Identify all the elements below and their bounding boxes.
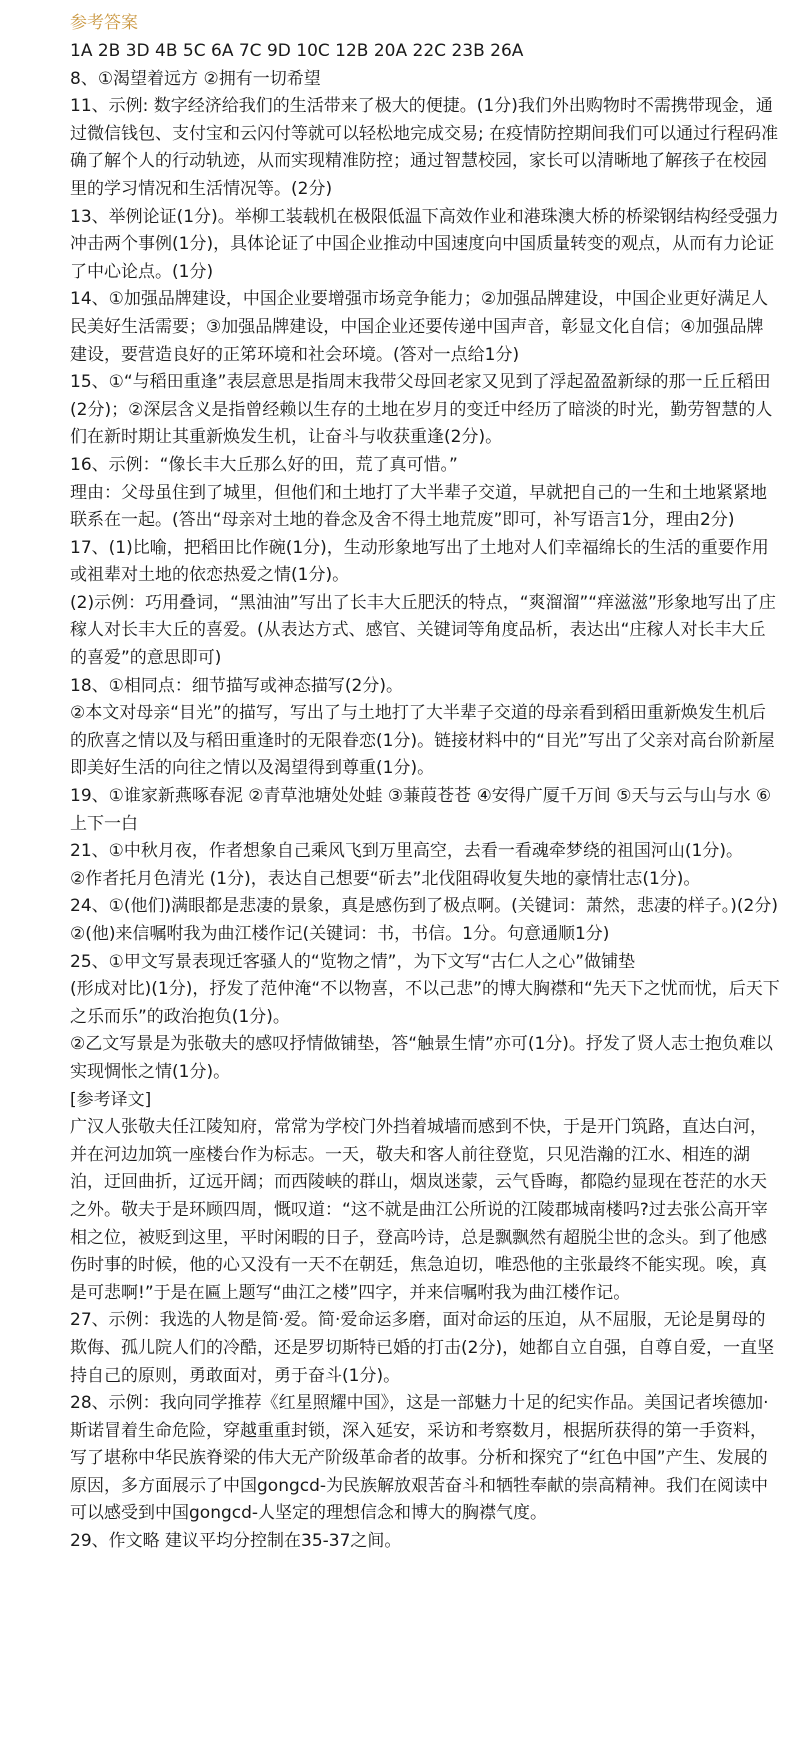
answer-line-q27: 27、示例：我选的人物是简·爱。简·爱命运多磨，面对命运的压迫，从不屈服，无论是舅母的欺侮、孤儿院人们的冷酷，还是罗切斯特已婚的打击(2分)，她都自立自强，自尊自爱，一直坚持自己的原则，勇敢面对，勇于奋斗(1分)。 bbox=[70, 1310, 775, 1386]
answer-line-q16-reason: 理由：父母虽住到了城里，但他们和土地打了大半辈子交道，早就把自己的一生和土地紧紧地联系在一起。(答出“母亲对土地的眷念及舍不得土地荒废”即可，补写语言1分，理由2分) bbox=[70, 482, 767, 531]
translation-heading: [参考译文] bbox=[70, 1089, 152, 1110]
answer-line-q13: 13、举例论证(1分)。举柳工装载机在极限低温下高效作业和港珠澳大桥的桥梁钢结构经受强力冲击两个事例(1分)，具体论证了中国企业推动中国速度向中国质量转变的观点，从而有力论证了中心论点。(1分) bbox=[70, 206, 779, 282]
answer-line-q14: 14、①加强品牌建设，中国企业要增强市场竞争能力；②加强品牌建设，中国企业更好满足人民美好生活需要；③加强品牌建设，中国企业还要传递中国声音，彰显文化自信；④加强品牌建设，要营造良好的正笫环境和社会环境。(答对一点给1分) bbox=[70, 289, 769, 365]
answer-line-q17-2: (2)示例：巧用叠词，“黑油油”写出了长丰大丘肥沃的特点，“爽溜溜”“痒滋滋”形象地写出了庄稼人对长丰大丘的喜爱。(从表达方式、感官、关键词等角度品析，表达出“庄稼人对长丰大丘的喜爱”的意思即可) bbox=[70, 592, 776, 669]
answer-line-q16: 16、示例：“像长丰大丘那么好的田，荒了真可惜。” bbox=[70, 454, 458, 475]
answer-line-q25-1-cont: (形成对比)(1分)，抒发了范仲淹“不以物喜，不以己悲”的博大胸襟和“先天下之忧而忧，后天下之乐而乐”的政治抱负(1分)。 bbox=[70, 979, 780, 1027]
answer-line-q11: 11、示例: 数字经济给我们的生活带来了极大的便捷。(1分)我们外出购物时不需携带现金，通过微信钱包、支付宝和云闪付等就可以轻松地完成交易; 在疫情防控期间我们可以通过行程码准确了解个人的行动轨迹，从而实现精准防控；通过智慧校园，家长可以清晰地了解孩子在校园里的学习情况和生活情况等。(2分) bbox=[70, 96, 779, 199]
answer-line-choice: 1A 2B 3D 4B 5C 6A 7C 9D 10C 12B 20A 22C 23B 26A bbox=[70, 41, 524, 61]
answer-line-q18-1: 18、①相同点：细节描写或神态描写(2分)。 bbox=[70, 675, 403, 696]
answer-line-q24-1: 24、①(他们)满眼都是悲凄的景象，真是感伤到了极点啊。(关键词：萧然，悲凄的样子。)(2分) bbox=[70, 896, 778, 917]
answer-line-q25-1: 25、①甲文写景表现迁客骚人的“览物之情”，为下文写“古仁人之心”做铺垫 bbox=[70, 951, 636, 972]
answer-line-q18-2: ②本文对母亲“目光”的描写，写出了与土地打了大半辈子交道的母亲看到稻田重新焕发生机后的欣喜之情以及与稻田重逢时的无限眷恋(1分)。链接材料中的“目光”写出了父亲对高台阶新屋即美好生活的向往之情以及渴望得到尊重(1分)。 bbox=[70, 703, 775, 779]
answer-line-q29: 29、作文略 建议平均分控制在35-37之间。 bbox=[70, 1531, 402, 1552]
answer-line-q21-1: 21、①中秋月夜，作者想象自己乘风飞到万里高空，去看一看魂牵梦绕的祖国河山(1分)。 bbox=[70, 841, 743, 862]
answer-key-heading: 参考答案 bbox=[70, 13, 138, 33]
answer-line-q17-1: 17、(1)比喻，把稻田比作碗(1分)，生动形象地写出了土地对人们幸福绵长的生活的重要作用或祖辈对土地的依恋热爱之情(1分)。 bbox=[70, 537, 769, 586]
answer-line-q24-2: ②(他)来信嘱咐我为曲江楼作记(关键词：书，书信。1分。句意通顺1分) bbox=[70, 924, 610, 944]
answer-line-q8: 8、①渴望着远方 ②拥有一切希望 bbox=[70, 68, 321, 89]
answer-line-q15: 15、①“与稻田重逢”表层意思是指周末我带父母回老家又见到了浮起盈盈新绿的那一丘丘稻田(2分)；②深层含义是指曾经赖以生存的土地在岁月的变迁中经历了暗淡的时光，勤劳智慧的人们在新时期让其重新焕发生机，让奋斗与收获重逢(2分)。 bbox=[70, 372, 773, 448]
answer-line-q25-2: ②乙文写景是为张敬夫的感叹抒情做铺垫，答“触景生情”亦可(1分)。抒发了贤人志士抱负难以实现惆怅之情(1分)。 bbox=[70, 1034, 773, 1082]
answer-key-body bbox=[70, 38, 780, 1556]
answer-line-q28: 28、示例：我向同学推荐《红星照耀中国》，这是一部魅力十足的纪实作品。美国记者埃德加·斯诺冒着生命危险，穿越重重封锁，深入延安，采访和考察数月，根据所获得的第一手资料，写了堪称中华民族脊梁的伟大无产阶级革命者的故事。分析和探究了“红色中国”产生、发展的原因，多方面展示了中国gongcd-为民族解放艰苦奋斗和牺牲奉献的崇高精神。我们在阅读中可以感受到中国gongcd-人坚定的理想信念和博大的胸襟气度。 bbox=[70, 1393, 769, 1524]
translation-text: 广汉人张敬夫任江陵知府，常常为学校门外挡着城墙而感到不快，于是开门筑路，直达白河，并在河边加筑一座楼台作为标志。一天，敬夫和客人前往登览，只见浩瀚的江水、相连的湖泊，迂回曲折，辽远开阔；而西陵峡的群山，烟岚迷蒙，云气昏晦，都隐约显现在苍茫的水天之外。敬夫于是环顾四周，慨叹道：“这不就是曲江公所说的江陵郡城南楼吗?过去张公高开宰相之位，被贬到这里，平时闲暇的日子，登高吟诗，总是飘飘然有超脱尘世的念头。到了他感伤时事的时候，他的心又没有一天不在朝廷，焦急迫切，唯恐他的主张最终不能实现。唉，真是可悲啊!”于是在匾上题写“曲江之楼”四字，并来信嘱咐我为曲江楼作记。 bbox=[70, 1117, 768, 1303]
answer-line-q19: 19、①谁家新燕啄春泥 ②青草池塘处处蛙 ③蒹葭苍苍 ④安得广厦千万间 ⑤天与云与山与水 ⑥上下一白 bbox=[70, 786, 772, 834]
answer-line-q21-2: ②作者托月色清光 (1分)，表达自己想要“斫去”北伐阻碍收复失地的豪情壮志(1分)。 bbox=[70, 868, 701, 889]
